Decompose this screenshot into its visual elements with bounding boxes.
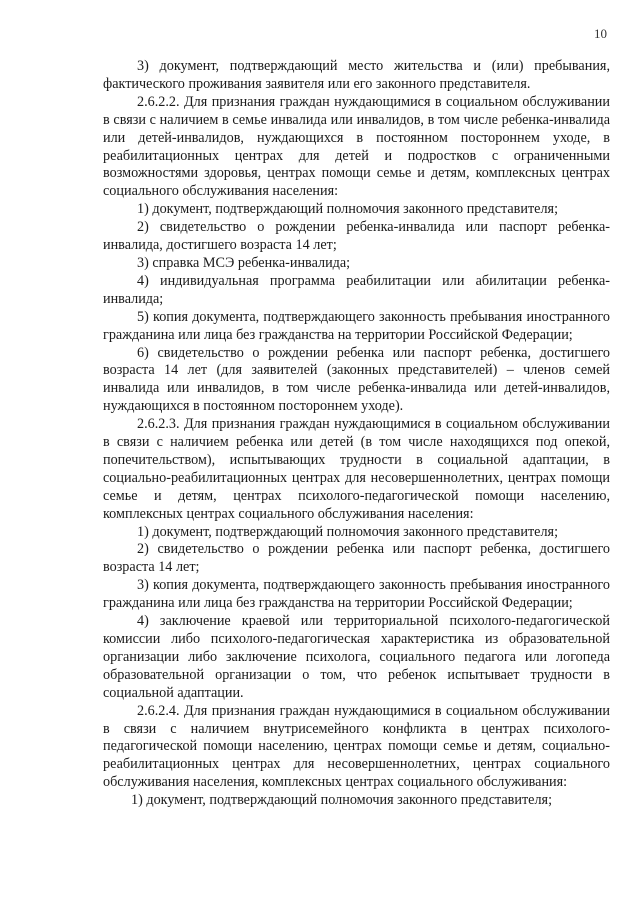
list-item: 6) свидетельство о рождении ребенка или паспорт ребенка, достигшего возраста 14 лет (для заявителей (законных представителей) – членов семей инвалида или инвалидов, в том числе ребенка-инвалида или детей-инвалидов, нуждающихся в постоянном постороннем уходе). [103,344,610,415]
page-number: 10 [594,26,607,41]
list-item: 1) документ, подтверждающий полномочия законного представителя; [137,523,559,540]
list-item: 4) заключение краевой или территориальной психолого-педагогической комиссии либо психолого-педагогическая характеристика из образовательной организации либо заключение психолога, социального педагога или логопеда образовательной организации о том, что ребенок испытывает трудности в социальной адаптации. [103,613,610,701]
list-item: 3) справка МСЭ ребенка-инвалида; [137,254,351,271]
paragraph-section-2-6-2-4: 2.6.2.4. Для признания граждан нуждающимися в социальном обслуживании в связи с наличием внутрисемейного конфликта в центрах психолого-педагогической помощи населению, центрах помощи семье и детям, социально-реабилитационных центрах для несовершеннолетних, центрах социального обслуживания населения, комплексных центрах социального обслуживания: [103,702,610,791]
list-item: 4) индивидуальная программа реабилитации или абилитации ребенка-инвалида; [103,272,610,307]
paragraph-section-2-6-2-2: 2.6.2.2. Для признания граждан нуждающимися в социальном обслуживании в связи с наличием в семье инвалида или инвалидов, в том числе ребенка-инвалида или детей-инвалидов, нуждающихся в постоянном постороннем уходе, в реабилитационных центрах для детей и подростков с ограниченными возможностями здоровья, центрах помощи семье и детям, комплексных центрах социального обслуживания населения: [103,93,610,200]
list-item: 5) копия документа, подтверждающего законность пребывания иностранного гражданина или лица без гражданства на территории Российской Федерации; [103,308,610,343]
list-item: 2) свидетельство о рождении ребенка-инвалида или паспорт ребенка-инвалида, достигшего возраста 14 лет; [103,219,610,254]
list-item: 2) свидетельство о рождении ребенка или паспорт ребенка, достигшего возраста 14 лет; [103,541,610,576]
document-body [103,58,610,810]
list-item: 1) документ, подтверждающий полномочия законного представителя; [137,201,559,218]
list-item: 3) копия документа, подтверждающего законность пребывания иностранного гражданина или лица без гражданства на территории Российской Федерации; [103,577,610,612]
paragraph-residence-document: 3) документ, подтверждающий место жительства и (или) пребывания, фактического проживания заявителя или его законного представителя. [103,58,610,92]
list-item: 1) документ, подтверждающий полномочия законного представителя; [131,792,553,809]
paragraph-section-2-6-2-3: 2.6.2.3. Для признания граждан нуждающимися в социальном обслуживании в связи с наличием ребенка или детей (в том числе находящихся под опекой, попечительством), испытывающих трудности в социальной адаптации, в социально-реабилитационных центрах для несовершеннолетних, центрах помощи семье и детям, центрах психолого-педагогической помощи населению, комплексных центрах социального обслуживания населения: [103,416,610,522]
